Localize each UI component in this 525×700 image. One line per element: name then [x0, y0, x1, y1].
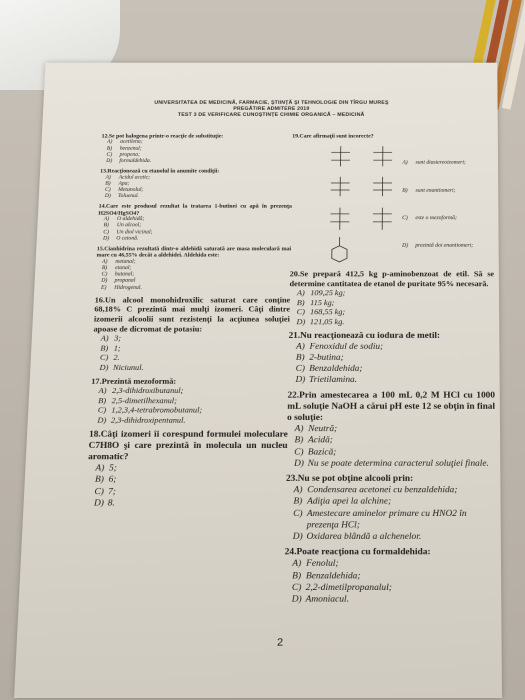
- answer-option: [293, 508, 496, 531]
- header-line: PREGĂTIRE ADMITERE 2019: [233, 106, 310, 112]
- option-text: 5;: [108, 463, 118, 474]
- option-text: acetilena;: [119, 139, 143, 145]
- question-text: 19.Care afirmaţii sunt incorecte?: [292, 133, 374, 140]
- fischer-projections: [320, 142, 443, 266]
- answer-option: [98, 386, 288, 396]
- answer-option: [95, 475, 287, 487]
- option-text: 3;: [114, 333, 122, 343]
- answer-option: [297, 288, 494, 298]
- question: [285, 473, 496, 543]
- option-letter: D): [102, 235, 110, 242]
- answer-option: [296, 352, 495, 363]
- option-text: Condensarea acetonei cu benzaldehida;: [307, 484, 458, 496]
- question: [284, 547, 497, 606]
- option-letter: B): [294, 435, 304, 446]
- option-letter: D): [106, 158, 113, 164]
- option-text: 168,55 kg;: [309, 307, 346, 317]
- option-text: 8.: [107, 497, 115, 509]
- option-letter: C): [293, 507, 303, 519]
- option-letter: D): [295, 374, 306, 386]
- option-text: propena;: [119, 152, 141, 158]
- option-letter: C): [103, 229, 110, 235]
- question-text: 14.Care este produsul rezultat la tratarea 1-butinei cu apă în prezenţa H2SO4/HgSO4?: [98, 203, 292, 217]
- option-text: benzenul;: [119, 145, 142, 152]
- option-letter: C): [101, 272, 108, 278]
- option-text: Apa;: [118, 181, 130, 187]
- option-text: O cetonă.: [116, 235, 139, 242]
- option-letter: D): [292, 531, 303, 542]
- question-text: 13.Reacţionează cu etanolul în anumite condiţii:: [100, 168, 220, 175]
- option-letter: A): [103, 216, 110, 223]
- option-text: Metanolul;: [118, 187, 144, 193]
- question-text: 23.Nu se pot obţine alcooli prin:: [285, 473, 414, 484]
- option-text: 109,25 kg;: [310, 288, 346, 298]
- question-text: 20.Se prepară 412,5 kg p-aminobenzoat de etil. Să se determine cantitatea de etanol de puritate 95% necesară.: [289, 269, 495, 288]
- question-text: 12.Se pot halogena printr-o reacţie de substituţie:: [101, 133, 224, 140]
- answer-option: [292, 570, 496, 582]
- answer-option: [94, 486, 287, 498]
- option-text: 2,3-dihidroxipentanul.: [110, 415, 186, 425]
- option-letter: D): [99, 362, 109, 372]
- option-letter: A): [106, 139, 113, 145]
- option-text: 7;: [107, 486, 117, 497]
- question-text: 16.Un alcool monohidroxilic saturat care conţine 68,18% C prezintă mai mulţi izomeri. Câţi dintre izomerii alcoolii sunt rezistenţi la acţiunea soluţiei apoase de dicromat de potasiu:: [93, 295, 291, 334]
- option-text: butanal;: [114, 272, 135, 278]
- answer-option: [98, 396, 288, 406]
- option-text: Fenoxidul de sodiu;: [309, 341, 384, 352]
- option-letter: B): [296, 297, 305, 307]
- option-text: 2-butina;: [309, 352, 344, 363]
- option-letter: B): [100, 343, 109, 353]
- answer-option: [101, 334, 290, 344]
- option-letter: D): [104, 193, 111, 200]
- answer-option: [297, 298, 495, 308]
- answer-option: [294, 435, 495, 446]
- question: [100, 133, 293, 165]
- option-letter: C): [291, 582, 302, 593]
- answer-option: [293, 496, 495, 508]
- option-text: Nu se poate determina caracterul soluţiei finale.: [307, 458, 489, 469]
- answer-option: [293, 485, 495, 497]
- option-letter: C): [99, 352, 109, 363]
- option-letter: B): [101, 265, 108, 271]
- option-letter: B): [98, 395, 107, 405]
- option-letter: A): [296, 288, 305, 298]
- answer-option: [296, 317, 494, 327]
- option-text: propanal: [114, 278, 136, 284]
- question: [289, 269, 495, 326]
- option-text: sunt diastereoizomeri;: [415, 160, 466, 166]
- option-text: Benzaldehida;: [309, 363, 363, 374]
- question: [89, 376, 288, 425]
- option-text: metanal;: [115, 259, 136, 265]
- option-letter: A): [292, 558, 302, 570]
- option-letter: A): [105, 174, 111, 181]
- exam-page: [14, 63, 502, 698]
- option-text: 121,05 kg.: [309, 316, 345, 327]
- option-text: 6;: [108, 474, 117, 486]
- option-text: Hidrogenul.: [114, 285, 142, 291]
- option-letter: D): [101, 278, 108, 284]
- answer-option: [294, 447, 495, 458]
- option-letter: D): [293, 458, 304, 469]
- option-letter: D): [291, 593, 302, 605]
- option-text: 2,3-dihidroxibutanul;: [111, 385, 184, 396]
- option-letter: D): [402, 243, 409, 249]
- question-text: 15.Cianhidrina rezultată dintr-o aldehidă saturată are masa moleculară mai mare cu 46,55% decât a aldehidei. Aldehida este:: [96, 245, 292, 259]
- option-letter: B): [295, 352, 305, 363]
- option-letter: E): [100, 285, 107, 291]
- answer-option: [106, 158, 293, 164]
- question: [92, 295, 291, 372]
- answer-option: [100, 353, 289, 363]
- option-letter: B): [402, 187, 408, 194]
- answer-option: [97, 415, 288, 425]
- option-letter: B): [103, 223, 110, 229]
- option-text: Amoniacul.: [305, 593, 350, 605]
- question: [97, 204, 292, 243]
- option-letter: A): [293, 484, 303, 496]
- option-text: 1,2,3,4-tetrabromobutanul;: [111, 405, 203, 415]
- answer-option: [94, 498, 287, 510]
- option-text: Benzaldehida;: [305, 570, 361, 581]
- answer-option: [103, 236, 292, 242]
- answer-option: [294, 458, 495, 469]
- answer-option: [95, 463, 287, 474]
- option-text: 1;: [113, 343, 121, 353]
- option-letter: C): [97, 405, 107, 415]
- answer-option: [100, 343, 289, 353]
- option-text: Un diol vicinal;: [116, 229, 153, 235]
- option-text: prezintă doi enantiomeri;: [415, 243, 474, 249]
- answer-option: [296, 341, 495, 352]
- question: [286, 390, 495, 470]
- option-text: sunt enantiomeri;: [415, 187, 456, 194]
- option-letter: A): [95, 463, 105, 474]
- option-letter: A): [402, 160, 408, 166]
- page-number: 2: [276, 636, 284, 649]
- question-text: 17.Prezintă mezoformă:: [91, 376, 177, 386]
- answer-option: [99, 363, 289, 373]
- answer-option: [295, 375, 494, 386]
- option-text: Niciunul.: [112, 362, 144, 372]
- question: [95, 246, 291, 292]
- option-text: 2,2-dimetilpropanalul;: [305, 582, 392, 593]
- option-letter: C): [106, 152, 113, 158]
- option-text: Acidă;: [307, 435, 333, 446]
- option-letter: B): [106, 145, 113, 152]
- option-letter: A): [101, 259, 108, 265]
- answer-option: [292, 594, 497, 606]
- option-letter: C): [294, 446, 304, 457]
- option-letter: D): [97, 415, 107, 425]
- option-text: Trietilamina.: [308, 374, 358, 386]
- question-text: 22.Prin amestecarea a 100 mL 0,2 M HCl cu 1000 mL soluţie NaOH a cărui pH este 12 se obţin în final o soluţie:: [287, 389, 496, 423]
- option-letter: A): [296, 341, 305, 352]
- option-text: este o mezoformă;: [415, 215, 457, 221]
- question-text: 21.Nu reacţionează cu iodura de metil:: [288, 330, 441, 341]
- answer-option: [101, 285, 291, 291]
- left-column: [86, 133, 293, 513]
- option-letter: D): [93, 497, 105, 509]
- option-text: 115 kg;: [310, 297, 335, 307]
- option-text: O aldehidă;: [116, 216, 145, 223]
- header-line: UNIVERSITATEA DE MEDICINĂ, FARMACIE, ŞTIINŢĂ ŞI TEHNOLOGIE DIN TÎRGU MUREŞ: [154, 100, 389, 106]
- option-letter: C): [296, 307, 305, 317]
- option-text: formaldehida.: [119, 158, 152, 164]
- option-letter: B): [94, 474, 105, 486]
- answer-option: [295, 424, 496, 435]
- answer-option: [296, 364, 495, 375]
- option-text: Oxidarea blândă a alchenelor.: [306, 531, 422, 542]
- question-text: 24.Poate reacţiona cu formaldehida:: [284, 546, 431, 558]
- option-text: Neutră;: [308, 423, 338, 435]
- option-text: Bazică;: [307, 446, 337, 457]
- option-letter: C): [295, 363, 306, 374]
- option-text: Toluenul.: [117, 193, 140, 200]
- answer-option: [293, 531, 496, 543]
- option-letter: C): [104, 187, 111, 193]
- option-text: 2.: [113, 352, 120, 363]
- option-letter: B): [293, 496, 303, 507]
- option-letter: C): [402, 215, 408, 221]
- answer-option: [105, 194, 293, 200]
- question: [99, 168, 293, 200]
- option-letter: A): [100, 333, 109, 343]
- answer-option: [292, 559, 496, 571]
- option-letter: C): [94, 486, 105, 497]
- answer-option: [98, 405, 289, 415]
- option-letter: B): [105, 181, 111, 187]
- option-text: Un alcool;: [116, 223, 142, 229]
- question: [86, 429, 288, 509]
- option-text: Adiţia apei la alchine;: [306, 496, 392, 507]
- option-letter: D): [296, 316, 306, 327]
- option-text: etanal;: [114, 265, 132, 271]
- answer-option: [292, 582, 496, 594]
- question-text: 18.Câţi izomeri îi corespund formulei moleculare C7H8O şi care prezintă în molecula un nucleu aromatic?: [87, 428, 288, 463]
- option-letter: A): [98, 385, 107, 396]
- option-letter: A): [294, 423, 304, 435]
- answer-option: [297, 307, 495, 317]
- question: [288, 330, 495, 386]
- option-text: Amestecare aminelor primare cu HNO2 în prezenţa HCl;: [306, 507, 467, 531]
- header-line: TEST 3 DE VERIFICARE CUNOŞTINŢE CHIMIE ORGANICĂ – MEDICINĂ: [177, 112, 365, 118]
- option-text: Fenolul;: [306, 558, 339, 570]
- option-letter: B): [292, 570, 302, 581]
- page-header: [99, 100, 444, 118]
- option-text: Acidul acetic;: [118, 174, 151, 181]
- option-text: 2,5-dimetilhexanul;: [111, 395, 178, 405]
